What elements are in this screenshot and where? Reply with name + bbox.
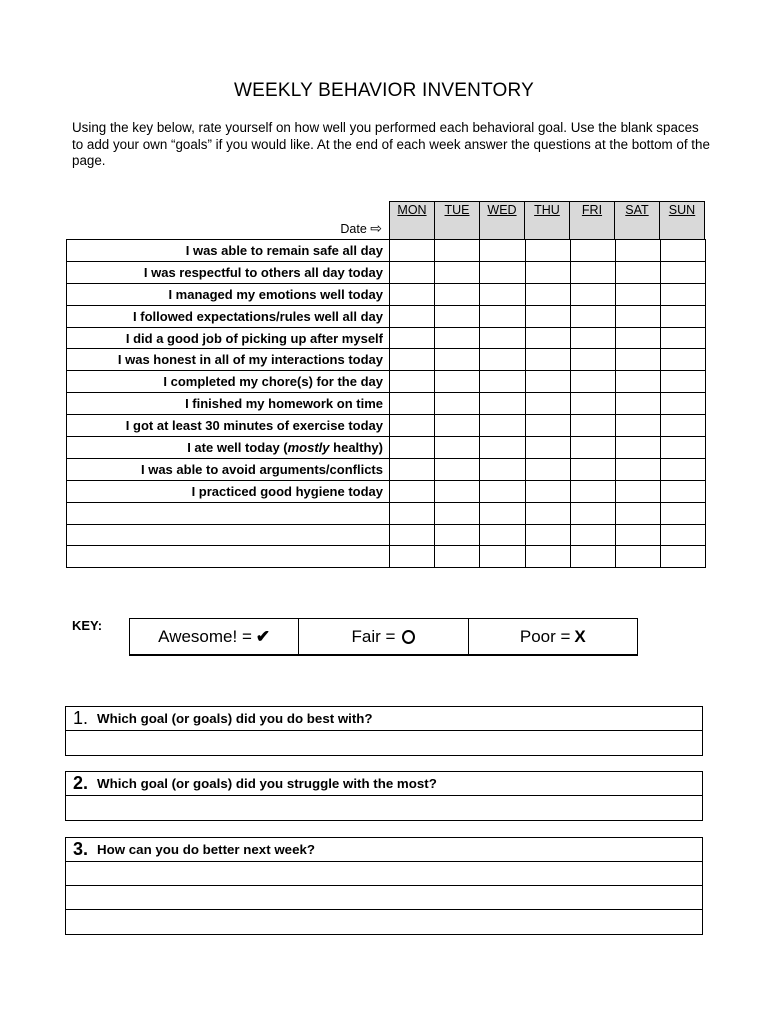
rating-cell-fri[interactable] bbox=[570, 546, 615, 568]
rating-cell-sat[interactable] bbox=[615, 261, 660, 283]
question-3-number: 3. bbox=[73, 839, 89, 859]
rating-cell-sat[interactable] bbox=[615, 283, 660, 305]
x-icon: X bbox=[574, 626, 586, 646]
rating-cell-thu[interactable] bbox=[525, 283, 570, 305]
question-1 bbox=[65, 706, 703, 756]
rating-cell-thu[interactable] bbox=[525, 415, 570, 437]
goal-label bbox=[67, 437, 390, 459]
rating-cell-thu[interactable] bbox=[525, 480, 570, 502]
rating-cell-mon[interactable] bbox=[390, 480, 435, 502]
question-3-answer-line-2[interactable] bbox=[66, 886, 702, 910]
goal-row bbox=[67, 480, 706, 502]
rating-cell-fri[interactable] bbox=[570, 327, 615, 349]
blank-goal-cell[interactable] bbox=[67, 524, 390, 546]
goal-label: I got at least 30 minutes of exercise today bbox=[67, 415, 390, 437]
rating-cell-fri[interactable] bbox=[570, 502, 615, 524]
rating-cell-thu[interactable] bbox=[525, 524, 570, 546]
goal-label: I finished my homework on time bbox=[67, 393, 390, 415]
rating-cell-sun[interactable] bbox=[661, 458, 706, 480]
rating-cell-fri[interactable] bbox=[570, 437, 615, 459]
rating-cell-mon[interactable] bbox=[390, 393, 435, 415]
rating-cell-wed[interactable] bbox=[480, 502, 525, 524]
goal-label: I was able to remain safe all day bbox=[67, 240, 390, 262]
key-awesome-label: Awesome! = bbox=[158, 626, 252, 646]
rating-cell-mon[interactable] bbox=[390, 502, 435, 524]
question-1-number: 1. bbox=[73, 708, 89, 728]
key-poor-label: Poor = bbox=[519, 626, 571, 646]
goal-label: I was honest in all of my interactions today bbox=[67, 349, 390, 371]
goal-label-prefix: I ate well today ( bbox=[187, 439, 288, 455]
rating-cell-mon[interactable] bbox=[390, 327, 435, 349]
rating-cell-wed[interactable] bbox=[480, 415, 525, 437]
rating-cell-mon[interactable] bbox=[390, 349, 435, 371]
rating-cell-fri[interactable] bbox=[570, 305, 615, 327]
goal-row bbox=[67, 546, 706, 568]
day-header-sat: SAT bbox=[615, 202, 660, 239]
question-2 bbox=[65, 771, 703, 821]
rating-cell-sat[interactable] bbox=[615, 393, 660, 415]
blank-goal-cell[interactable] bbox=[67, 502, 390, 524]
rating-cell-sat[interactable] bbox=[615, 349, 660, 371]
rating-cell-sun[interactable] bbox=[661, 546, 706, 568]
rating-cell-fri[interactable] bbox=[570, 524, 615, 546]
rating-cell-tue[interactable] bbox=[435, 480, 480, 502]
question-1-header bbox=[66, 707, 702, 731]
rating-cell-thu[interactable] bbox=[525, 305, 570, 327]
rating-cell-mon[interactable] bbox=[390, 546, 435, 568]
rating-cell-sat[interactable] bbox=[615, 480, 660, 502]
date-label bbox=[300, 220, 382, 237]
goals-table bbox=[66, 239, 706, 568]
goal-label-emphasis: mostly bbox=[287, 439, 330, 455]
question-3-answer-line-3[interactable] bbox=[66, 910, 702, 934]
rating-cell-tue[interactable] bbox=[435, 327, 480, 349]
day-header-mon: MON bbox=[390, 202, 435, 239]
rating-cell-tue[interactable] bbox=[435, 458, 480, 480]
rating-cell-thu[interactable] bbox=[525, 502, 570, 524]
goal-label: I followed expectations/rules well all day bbox=[67, 305, 390, 327]
rating-cell-sun[interactable] bbox=[661, 524, 706, 546]
question-3-header bbox=[66, 838, 702, 862]
rating-cell-sat[interactable] bbox=[615, 305, 660, 327]
rating-cell-tue[interactable] bbox=[435, 524, 480, 546]
rating-cell-sat[interactable] bbox=[615, 437, 660, 459]
rating-cell-sat[interactable] bbox=[615, 502, 660, 524]
key-awesome bbox=[130, 619, 299, 654]
days-header bbox=[389, 201, 705, 239]
rating-cell-fri[interactable] bbox=[570, 393, 615, 415]
rating-cell-tue[interactable] bbox=[435, 371, 480, 393]
rating-cell-fri[interactable] bbox=[570, 283, 615, 305]
rating-cell-sun[interactable] bbox=[661, 502, 706, 524]
blank-goal-cell[interactable] bbox=[67, 546, 390, 568]
goal-row bbox=[67, 349, 706, 371]
goal-label-suffix: healthy) bbox=[329, 439, 383, 455]
rating-cell-tue[interactable] bbox=[435, 283, 480, 305]
question-2-answer-line[interactable] bbox=[66, 796, 702, 820]
rating-cell-wed[interactable] bbox=[480, 305, 525, 327]
rating-cell-sun[interactable] bbox=[661, 393, 706, 415]
goal-label: I practiced good hygiene today bbox=[67, 480, 390, 502]
rating-key bbox=[129, 618, 638, 656]
rating-cell-tue[interactable] bbox=[435, 349, 480, 371]
rating-cell-mon[interactable] bbox=[390, 458, 435, 480]
rating-cell-mon[interactable] bbox=[390, 305, 435, 327]
rating-cell-fri[interactable] bbox=[570, 371, 615, 393]
rating-cell-tue[interactable] bbox=[435, 437, 480, 459]
rating-cell-mon[interactable] bbox=[390, 371, 435, 393]
rating-cell-sat[interactable] bbox=[615, 371, 660, 393]
question-2-number: 2. bbox=[73, 773, 89, 793]
goal-row bbox=[67, 305, 706, 327]
goal-row bbox=[67, 437, 706, 459]
question-2-header bbox=[66, 772, 702, 796]
rating-cell-thu[interactable] bbox=[525, 393, 570, 415]
rating-cell-sat[interactable] bbox=[615, 415, 660, 437]
rating-cell-mon[interactable] bbox=[390, 437, 435, 459]
rating-cell-sun[interactable] bbox=[661, 261, 706, 283]
question-3-answer-line-1[interactable] bbox=[66, 862, 702, 886]
rating-cell-sun[interactable] bbox=[661, 349, 706, 371]
goal-row bbox=[67, 261, 706, 283]
rating-cell-thu[interactable] bbox=[525, 261, 570, 283]
rating-cell-mon[interactable] bbox=[390, 261, 435, 283]
goal-row bbox=[67, 283, 706, 305]
rating-cell-tue[interactable] bbox=[435, 502, 480, 524]
rating-cell-tue[interactable] bbox=[435, 261, 480, 283]
rating-cell-thu[interactable] bbox=[525, 371, 570, 393]
rating-cell-thu[interactable] bbox=[525, 437, 570, 459]
date-label-text: Date bbox=[340, 222, 367, 236]
goal-label: I was able to avoid arguments/conflicts bbox=[67, 458, 390, 480]
rating-cell-fri[interactable] bbox=[570, 480, 615, 502]
rating-cell-sat[interactable] bbox=[615, 240, 660, 262]
checkmark-icon: ✔ bbox=[255, 626, 271, 646]
rating-cell-tue[interactable] bbox=[435, 305, 480, 327]
rating-cell-fri[interactable] bbox=[570, 240, 615, 262]
rating-cell-tue[interactable] bbox=[435, 415, 480, 437]
rating-cell-wed[interactable] bbox=[480, 371, 525, 393]
rating-cell-mon[interactable] bbox=[390, 415, 435, 437]
rating-cell-sat[interactable] bbox=[615, 458, 660, 480]
rating-cell-sun[interactable] bbox=[661, 480, 706, 502]
rating-cell-fri[interactable] bbox=[570, 415, 615, 437]
key-poor bbox=[469, 619, 637, 654]
goal-row bbox=[67, 327, 706, 349]
goal-row bbox=[67, 393, 706, 415]
goal-row bbox=[67, 371, 706, 393]
rating-cell-thu[interactable] bbox=[525, 240, 570, 262]
rating-cell-mon[interactable] bbox=[390, 240, 435, 262]
day-header-sun: SUN bbox=[660, 202, 704, 239]
goal-label: I managed my emotions well today bbox=[67, 283, 390, 305]
arrow-right-icon: ⇨ bbox=[370, 220, 382, 236]
rating-cell-thu[interactable] bbox=[525, 458, 570, 480]
day-header-thu: THU bbox=[525, 202, 570, 239]
goal-label: I did a good job of picking up after myself bbox=[67, 327, 390, 349]
circle-icon bbox=[402, 630, 415, 644]
rating-cell-wed[interactable] bbox=[480, 261, 525, 283]
key-label: KEY: bbox=[72, 618, 103, 633]
rating-cell-tue[interactable] bbox=[435, 393, 480, 415]
rating-cell-sat[interactable] bbox=[615, 546, 660, 568]
goal-row bbox=[67, 524, 706, 546]
goal-row bbox=[67, 458, 706, 480]
rating-cell-wed[interactable] bbox=[480, 437, 525, 459]
rating-cell-sat[interactable] bbox=[615, 327, 660, 349]
rating-cell-fri[interactable] bbox=[570, 261, 615, 283]
key-fair-label: Fair = bbox=[351, 626, 396, 646]
rating-cell-wed[interactable] bbox=[480, 240, 525, 262]
rating-cell-tue[interactable] bbox=[435, 240, 480, 262]
question-3-text: How can you do better next week? bbox=[97, 842, 315, 857]
rating-cell-thu[interactable] bbox=[525, 546, 570, 568]
goal-label: I completed my chore(s) for the day bbox=[67, 371, 390, 393]
day-header-tue: TUE bbox=[435, 202, 480, 239]
key-fair bbox=[299, 619, 468, 654]
rating-cell-sun[interactable] bbox=[661, 437, 706, 459]
instructions-text: Using the key below, rate yourself on how well you performed each behavioral goal. Use the blank spaces to add your own “goals” if you would like. At the end of each week answer the questions at the bottom of the page. bbox=[72, 120, 710, 168]
page-title: WEEKLY BEHAVIOR INVENTORY bbox=[234, 80, 534, 101]
question-1-answer-line[interactable] bbox=[66, 731, 702, 755]
rating-cell-wed[interactable] bbox=[480, 524, 525, 546]
rating-cell-sun[interactable] bbox=[661, 415, 706, 437]
question-3 bbox=[65, 837, 703, 935]
rating-cell-sun[interactable] bbox=[661, 371, 706, 393]
question-2-text: Which goal (or goals) did you struggle with the most? bbox=[97, 776, 437, 791]
goal-row bbox=[67, 502, 706, 524]
day-header-wed: WED bbox=[480, 202, 525, 239]
rating-cell-fri[interactable] bbox=[570, 349, 615, 371]
rating-cell-fri[interactable] bbox=[570, 458, 615, 480]
rating-cell-sat[interactable] bbox=[615, 524, 660, 546]
day-header-fri: FRI bbox=[570, 202, 615, 239]
rating-cell-wed[interactable] bbox=[480, 480, 525, 502]
rating-cell-thu[interactable] bbox=[525, 327, 570, 349]
rating-cell-sun[interactable] bbox=[661, 327, 706, 349]
rating-cell-wed[interactable] bbox=[480, 349, 525, 371]
rating-cell-sun[interactable] bbox=[661, 283, 706, 305]
rating-cell-wed[interactable] bbox=[480, 458, 525, 480]
rating-cell-thu[interactable] bbox=[525, 349, 570, 371]
rating-cell-wed[interactable] bbox=[480, 327, 525, 349]
rating-cell-wed[interactable] bbox=[480, 283, 525, 305]
rating-cell-wed[interactable] bbox=[480, 393, 525, 415]
rating-cell-tue[interactable] bbox=[435, 546, 480, 568]
rating-cell-sun[interactable] bbox=[661, 305, 706, 327]
rating-cell-mon[interactable] bbox=[390, 524, 435, 546]
goal-row bbox=[67, 240, 706, 262]
rating-cell-wed[interactable] bbox=[480, 546, 525, 568]
question-1-text: Which goal (or goals) did you do best with? bbox=[97, 711, 373, 726]
goal-label: I was respectful to others all day today bbox=[67, 261, 390, 283]
goal-row bbox=[67, 415, 706, 437]
rating-cell-mon[interactable] bbox=[390, 283, 435, 305]
rating-cell-sun[interactable] bbox=[661, 240, 706, 262]
